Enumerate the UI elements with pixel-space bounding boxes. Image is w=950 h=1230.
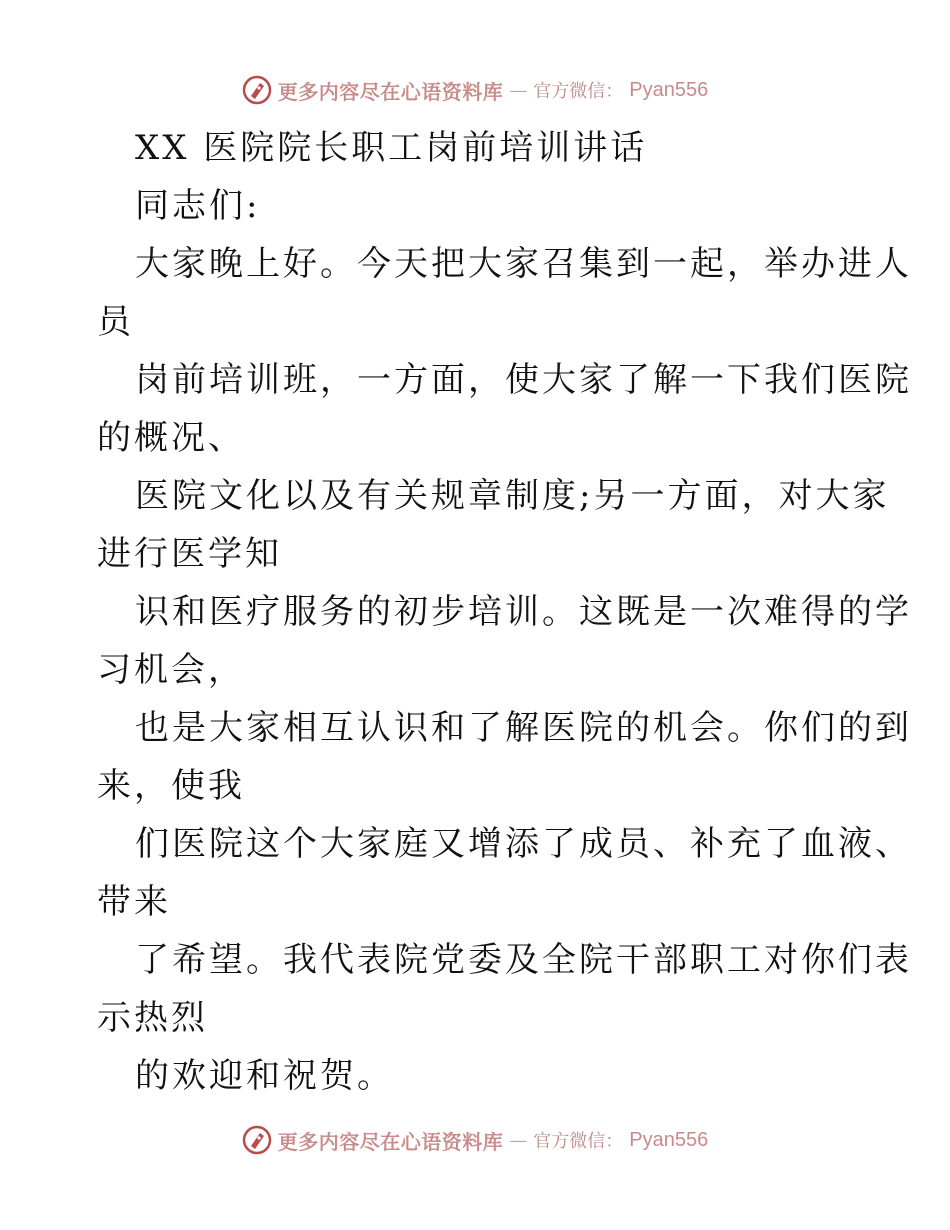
banner-wechat-label: 官方微信： — [533, 81, 624, 102]
document-title: XX 医院院长职工岗前培训讲话 — [135, 128, 648, 168]
banner-wechat-label: 官方微信： — [533, 1131, 624, 1152]
paragraph-line: 识和医疗服务的初步培训。这既是一次难得的学 — [135, 592, 912, 632]
paragraph-line: 也是大家相互认识和了解医院的机会。你们的到 — [135, 708, 912, 748]
banner-dash: — — [509, 79, 528, 101]
paragraph-line: 医院文化以及有关规章制度;另一方面，对大家 — [135, 476, 890, 516]
header-banner — [0, 70, 950, 110]
paragraph-line: 岗前培训班，一方面，使大家了解一下我们医院 — [135, 360, 912, 400]
paragraph-line: 们医院这个大家庭又增添了成员、补充了血液、 — [135, 824, 912, 864]
salutation: 同志们: — [135, 186, 261, 226]
paragraph-line: 习机会， — [97, 650, 245, 690]
paragraph-line: 大家晚上好。今天把大家召集到一起，举办进人 — [135, 244, 912, 284]
banner-wechat-id: Pyan556 — [629, 1128, 709, 1151]
header-banner-content — [242, 75, 708, 105]
paragraph-line: 了希望。我代表院党委及全院干部职工对你们表 — [135, 940, 912, 980]
paragraph-line: 来，使我 — [97, 766, 245, 806]
paragraph-line: 示热烈 — [97, 998, 208, 1038]
paragraph-line: 的欢迎和祝贺。 — [135, 1056, 394, 1096]
footer-banner — [0, 1120, 950, 1160]
paragraph-line: 员 — [97, 302, 134, 342]
banner-wechat-id: Pyan556 — [629, 78, 709, 101]
banner-dash: — — [509, 1129, 528, 1151]
footer-banner-content — [242, 1125, 708, 1155]
paragraph-line: 的概况、 — [97, 418, 245, 458]
banner-site-text: 更多内容尽在心语资料库 — [277, 79, 504, 104]
banner-site-text: 更多内容尽在心语资料库 — [277, 1129, 504, 1154]
pen-nib-logo-icon — [242, 75, 272, 105]
paragraph-line: 进行医学知 — [97, 534, 282, 574]
paragraph-line: 带来 — [97, 882, 171, 922]
pen-nib-logo-icon — [242, 1125, 272, 1155]
